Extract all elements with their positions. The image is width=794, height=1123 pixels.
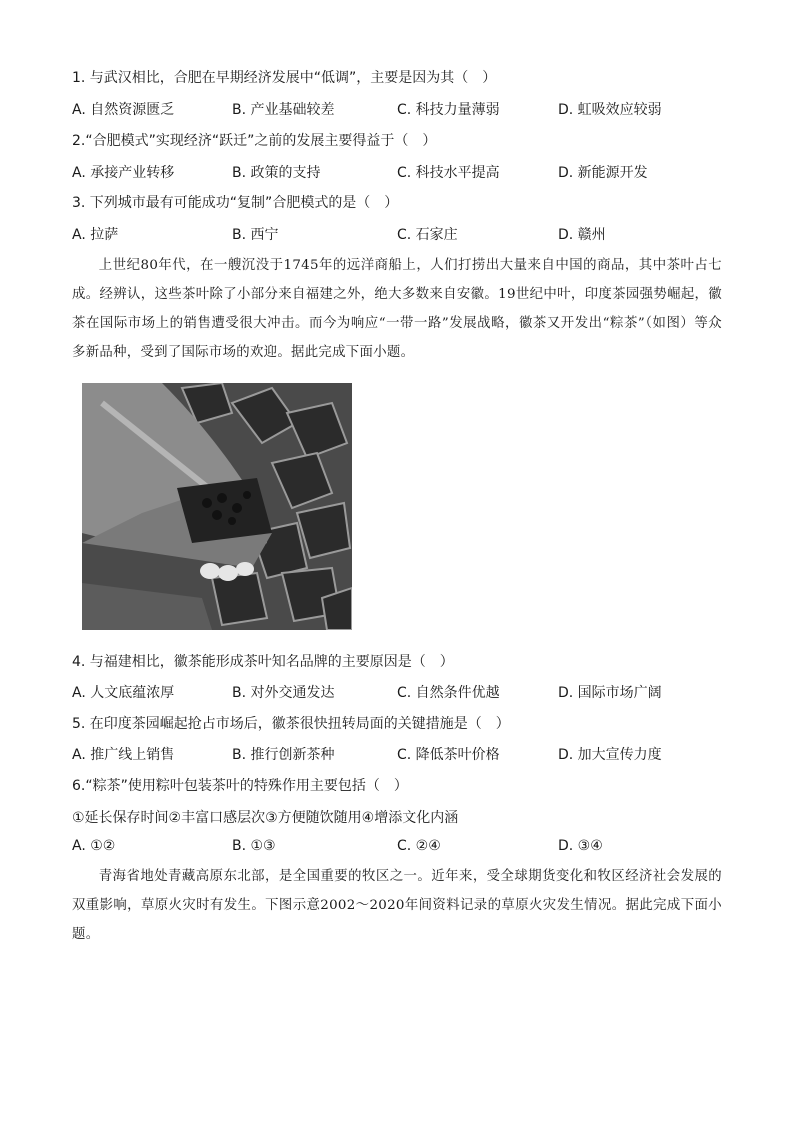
- passage-tea: [72, 251, 722, 367]
- option-c: C. 科技水平提高: [397, 165, 500, 181]
- option-d: D. 赣州: [558, 227, 606, 243]
- passage-grassland-fire: [72, 862, 722, 949]
- option-c: C. 科技力量薄弱: [397, 102, 500, 118]
- option-c: C. 石家庄: [397, 227, 458, 243]
- option-d: D. 加大宣传力度: [558, 747, 662, 763]
- zongcha-photo-icon: [82, 383, 352, 630]
- option-b: B. 对外交通发达: [232, 685, 335, 701]
- question-5-stem: 5. 在印度茶园崛起抢占市场后，徽茶很快扭转局面的关键措施是（ ）: [72, 716, 510, 732]
- option-b: B. 政策的支持: [232, 165, 321, 181]
- question-6-stem: 6.“粽茶”使用粽叶包装茶叶的特殊作用主要包括（ ）: [72, 778, 408, 794]
- option-b: B. 西宁: [232, 227, 279, 243]
- question-3-stem: 3. 下列城市最有可能成功“复制”合肥模式的是（ ）: [72, 195, 399, 211]
- question-2-stem: 2.“合肥模式”实现经济“跃迁”之前的发展主要得益于（ ）: [72, 133, 437, 149]
- question-6-statements: ①延长保存时间②丰富口感层次③方便随饮随用④增添文化内涵: [72, 810, 459, 826]
- option-a: A. 人文底蕴浓厚: [72, 685, 175, 701]
- question-6-options: [72, 838, 732, 860]
- option-c: C. 降低茶叶价格: [397, 747, 500, 763]
- option-d: D. ③④: [558, 838, 603, 854]
- question-5-options: [72, 744, 732, 766]
- passage-tea-text: 上世纪80年代，在一艘沉没于1745年的远洋商船上，人们打捞出大量来自中国的商品，其中茶叶占七成。经辨认，这些茶叶除了小部分来自福建之外，绝大多数来自安徽。19世纪中叶，印度茶园强势崛起，徽茶在国际市场上的销售遭受很大冲击。而今为响应“一带一路”发展战略，徽茶又开发出“粽茶”（如图）等众多新品种，受到了国际市场的欢迎。据此完成下面小题。: [72, 258, 722, 360]
- option-d: D. 新能源开发: [558, 165, 648, 181]
- option-d: D. 虹吸效应较弱: [558, 102, 662, 118]
- option-c: C. ②④: [397, 838, 441, 854]
- question-4-stem: 4. 与福建相比，徽茶能形成茶叶知名品牌的主要原因是（ ）: [72, 654, 454, 670]
- option-d: D. 国际市场广阔: [558, 685, 662, 701]
- option-a: A. 拉萨: [72, 227, 119, 243]
- question-1-options: [72, 99, 732, 121]
- option-a: A. 承接产业转移: [72, 165, 175, 181]
- question-2-options: [72, 162, 732, 184]
- option-a: A. 自然资源匮乏: [72, 102, 175, 118]
- option-a: A. ①②: [72, 838, 116, 854]
- option-c: C. 自然条件优越: [397, 685, 500, 701]
- option-a: A. 推广线上销售: [72, 747, 175, 763]
- question-3-options: [72, 224, 732, 246]
- option-b: B. 产业基础较差: [232, 102, 335, 118]
- question-1-stem: 1. 与武汉相比，合肥在早期经济发展中“低调”，主要是因为其（ ）: [72, 70, 497, 86]
- question-4-options: [72, 682, 732, 704]
- passage-grassland-fire-text: 青海省地处青藏高原东北部，是全国重要的牧区之一。近年来，受全球期货变化和牧区经济社会发展的双重影响，草原火灾时有发生。下图示意2002～2020年间资料记录的草原火灾发生情况。据此完成下面小题。: [72, 869, 722, 942]
- option-b: B. ①③: [232, 838, 276, 854]
- zongcha-photo-drawing: [82, 383, 352, 630]
- option-b: B. 推行创新茶种: [232, 747, 335, 763]
